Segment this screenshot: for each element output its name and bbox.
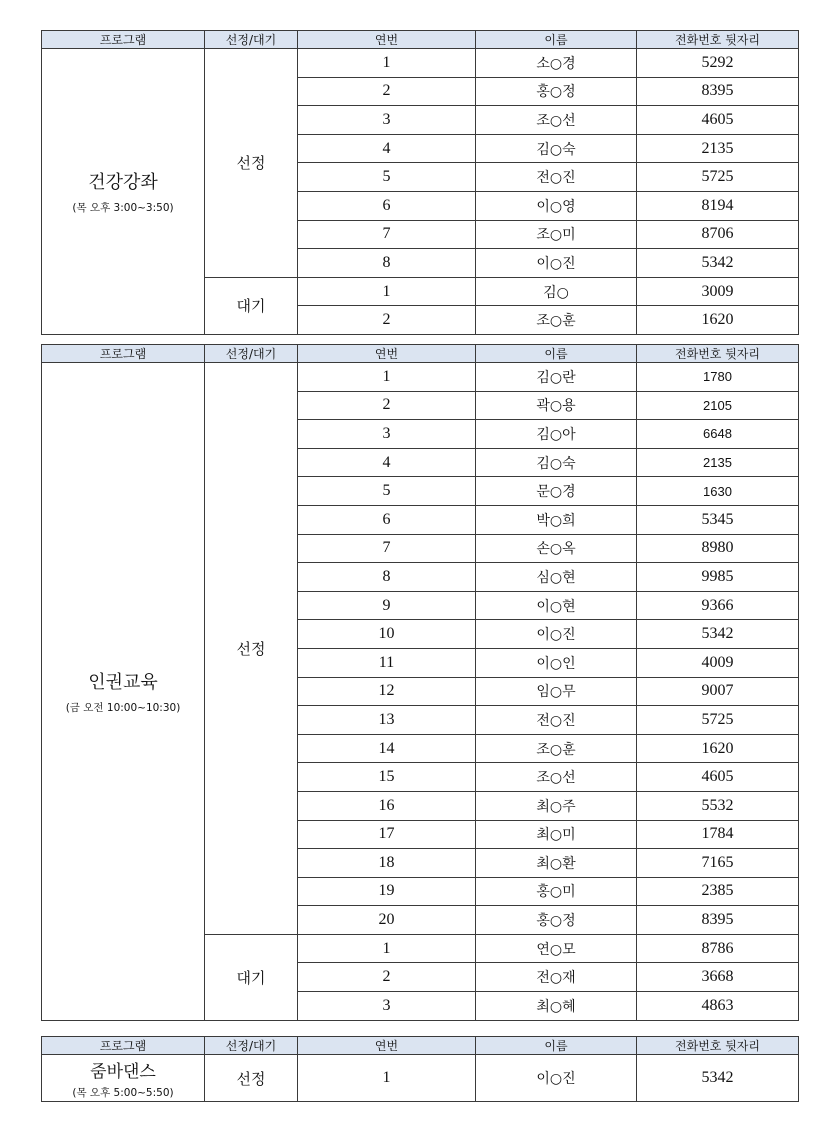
program-schedule: (금 오전 10:00~10:30) (65, 701, 181, 714)
table-header-row (42, 31, 799, 49)
row-name: 홍○미 (476, 877, 637, 906)
row-name: 최○환 (476, 849, 637, 878)
row-name: 임○무 (476, 677, 637, 706)
row-name: 홍○정 (476, 906, 637, 935)
row-number: 14 (298, 734, 476, 763)
row-number: 12 (298, 677, 476, 706)
row-number: 17 (298, 820, 476, 849)
row-phone: 4605 (637, 106, 799, 135)
row-phone: 1780 (637, 363, 799, 392)
status-selected: 선정 (205, 49, 298, 278)
row-number: 1 (298, 277, 476, 306)
row-phone: 1620 (637, 306, 799, 335)
row-name: 이○진 (476, 620, 637, 649)
header-name: 이름 (476, 345, 637, 363)
row-number: 16 (298, 791, 476, 820)
row-number: 8 (298, 563, 476, 592)
header-status: 선정/대기 (205, 1037, 298, 1055)
row-number: 8 (298, 249, 476, 278)
row-phone: 2105 (637, 391, 799, 420)
header-phone: 전화번호 뒷자리 (637, 345, 799, 363)
row-name: 전○진 (476, 163, 637, 192)
row-name: 김○ (476, 277, 637, 306)
table-row (42, 49, 799, 78)
row-phone: 8194 (637, 191, 799, 220)
row-phone: 8980 (637, 534, 799, 563)
row-number: 2 (298, 963, 476, 992)
header-program: 프로그램 (42, 345, 205, 363)
row-number: 9 (298, 591, 476, 620)
row-name: 심○현 (476, 563, 637, 592)
row-number: 1 (298, 934, 476, 963)
row-number: 2 (298, 391, 476, 420)
row-phone: 8786 (637, 934, 799, 963)
row-name: 이○진 (476, 249, 637, 278)
row-name: 박○희 (476, 505, 637, 534)
header-number: 연번 (298, 31, 476, 49)
row-phone: 2135 (637, 134, 799, 163)
row-number: 4 (298, 134, 476, 163)
row-phone: 1784 (637, 820, 799, 849)
row-phone: 5345 (637, 505, 799, 534)
row-number: 6 (298, 505, 476, 534)
program-title: 줌바댄스 (90, 1061, 156, 1082)
row-name: 김○란 (476, 363, 637, 392)
row-number: 1 (298, 49, 476, 78)
status-selected: 선정 (205, 1055, 298, 1102)
row-name: 이○진 (476, 1055, 637, 1102)
row-number: 10 (298, 620, 476, 649)
program-title: 건강강좌 (88, 171, 158, 193)
program-cell (42, 1055, 205, 1102)
program-title: 인권교육 (88, 671, 158, 693)
row-phone: 8395 (637, 77, 799, 106)
row-number: 2 (298, 77, 476, 106)
row-number: 3 (298, 106, 476, 135)
row-name: 홍○정 (476, 77, 637, 106)
header-number: 연번 (298, 345, 476, 363)
row-number: 5 (298, 163, 476, 192)
row-number: 6 (298, 191, 476, 220)
row-phone: 5725 (637, 163, 799, 192)
header-name: 이름 (476, 1037, 637, 1055)
header-status: 선정/대기 (205, 345, 298, 363)
row-phone: 4605 (637, 763, 799, 792)
row-phone: 9007 (637, 677, 799, 706)
header-name: 이름 (476, 31, 637, 49)
row-number: 15 (298, 763, 476, 792)
row-name: 이○영 (476, 191, 637, 220)
row-name: 조○선 (476, 763, 637, 792)
row-name: 김○아 (476, 420, 637, 449)
row-phone: 5725 (637, 706, 799, 735)
row-number: 4 (298, 448, 476, 477)
status-selected: 선정 (205, 363, 298, 935)
row-number: 2 (298, 306, 476, 335)
row-name: 손○옥 (476, 534, 637, 563)
program-cell (42, 363, 205, 1021)
row-phone: 9985 (637, 563, 799, 592)
row-name: 조○훈 (476, 306, 637, 335)
row-number: 3 (298, 420, 476, 449)
program-schedule: (목 오후 5:00~5:50) (72, 1086, 174, 1099)
table-row (42, 363, 799, 392)
row-name: 전○진 (476, 706, 637, 735)
row-name: 조○훈 (476, 734, 637, 763)
row-number: 7 (298, 534, 476, 563)
row-phone: 1630 (637, 477, 799, 506)
row-phone: 5532 (637, 791, 799, 820)
row-name: 김○숙 (476, 448, 637, 477)
row-number: 5 (298, 477, 476, 506)
table-row (42, 1055, 799, 1102)
program-table-human-rights (41, 344, 799, 1021)
row-phone: 5342 (637, 620, 799, 649)
row-phone: 4863 (637, 992, 799, 1021)
table-header-row (42, 1037, 799, 1055)
row-phone: 8395 (637, 906, 799, 935)
header-program: 프로그램 (42, 31, 205, 49)
row-number: 3 (298, 992, 476, 1021)
row-phone: 3668 (637, 963, 799, 992)
row-number: 18 (298, 849, 476, 878)
row-number: 20 (298, 906, 476, 935)
row-name: 최○미 (476, 820, 637, 849)
row-phone: 5292 (637, 49, 799, 78)
header-program: 프로그램 (42, 1037, 205, 1055)
row-number: 7 (298, 220, 476, 249)
row-number: 19 (298, 877, 476, 906)
row-name: 곽○용 (476, 391, 637, 420)
row-number: 13 (298, 706, 476, 735)
row-phone: 9366 (637, 591, 799, 620)
row-name: 이○인 (476, 648, 637, 677)
row-name: 김○숙 (476, 134, 637, 163)
row-phone: 2385 (637, 877, 799, 906)
row-name: 문○경 (476, 477, 637, 506)
row-name: 소○경 (476, 49, 637, 78)
header-phone: 전화번호 뒷자리 (637, 31, 799, 49)
row-name: 연○모 (476, 934, 637, 963)
program-table-zumba (41, 1036, 799, 1102)
row-phone: 2135 (637, 448, 799, 477)
row-phone: 4009 (637, 648, 799, 677)
table-header-row (42, 345, 799, 363)
header-number: 연번 (298, 1037, 476, 1055)
row-name: 전○재 (476, 963, 637, 992)
row-phone: 5342 (637, 249, 799, 278)
row-number: 1 (298, 363, 476, 392)
header-phone: 전화번호 뒷자리 (637, 1037, 799, 1055)
program-table-health-lecture (41, 30, 799, 335)
row-phone: 7165 (637, 849, 799, 878)
status-waiting: 대기 (205, 277, 298, 334)
program-cell (42, 49, 205, 335)
header-status: 선정/대기 (205, 31, 298, 49)
row-name: 조○선 (476, 106, 637, 135)
row-phone: 3009 (637, 277, 799, 306)
row-name: 최○주 (476, 791, 637, 820)
program-schedule: (목 오후 3:00~3:50) (72, 201, 174, 214)
row-phone: 1620 (637, 734, 799, 763)
row-name: 최○혜 (476, 992, 637, 1021)
row-number: 11 (298, 648, 476, 677)
row-phone: 8706 (637, 220, 799, 249)
row-name: 조○미 (476, 220, 637, 249)
row-phone: 6648 (637, 420, 799, 449)
row-phone: 5342 (637, 1055, 799, 1102)
row-name: 이○현 (476, 591, 637, 620)
status-waiting: 대기 (205, 934, 298, 1020)
row-number: 1 (298, 1055, 476, 1102)
